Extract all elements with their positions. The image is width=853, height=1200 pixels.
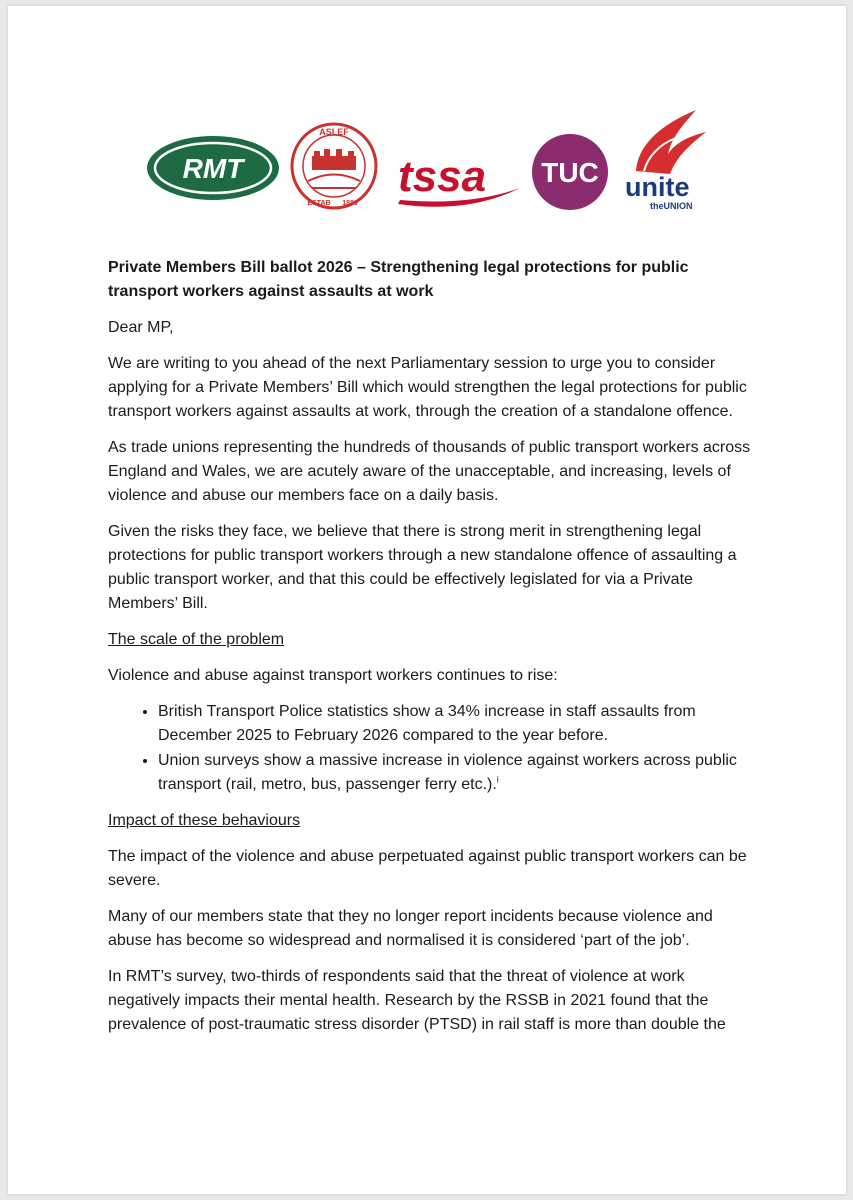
footnote-mark: i — [496, 774, 499, 785]
document-page — [8, 6, 846, 1194]
unite-logo-text: unite — [625, 172, 690, 202]
unite-sub-text: theUNION — [650, 201, 693, 211]
tuc-logo-text: TUC — [541, 157, 599, 188]
paragraph-3: Given the risks they face, we believe that there is strong merit in strengthening legal protections for public transport workers through a new standalone offence of assaulting a public transport worker, and that this could be effectively legislated for via a Private Members’ Bill. — [108, 523, 737, 612]
list-item-text: Union surveys show a massive increase in violence against workers across public transport (rail, metro, bus, passenger ferry etc.). — [158, 752, 737, 793]
letter-body — [108, 256, 753, 1049]
list-item — [158, 700, 753, 748]
salutation: Dear MP, — [108, 319, 174, 336]
list-item — [158, 749, 753, 797]
tuc-logo — [532, 134, 608, 210]
union-logos — [8, 6, 846, 236]
aslef-year-text: 1880 — [342, 200, 358, 207]
rmt-logo-text: RMT — [182, 153, 244, 184]
unite-logo — [625, 110, 706, 211]
rmt-logo — [147, 136, 279, 200]
aslef-logo — [292, 124, 376, 208]
paragraph-2: As trade unions representing the hundreds of thousands of public transport workers across England and Wales, we are acutely aware of the unacceptable, and increasing, levels of violence and abuse our members face on a daily basis. — [108, 439, 751, 504]
paragraph-5: The impact of the violence and abuse perpetuated against public transport workers can be severe. — [108, 848, 747, 889]
statistics-list — [108, 700, 753, 797]
tssa-logo — [398, 152, 520, 207]
list-item-text: British Transport Police statistics show a 34% increase in staff assaults from December 2025 to February 2026 compared to the year before. — [158, 703, 696, 744]
heading-impact: Impact of these behaviours — [108, 812, 301, 829]
tssa-logo-text: tssa — [398, 152, 487, 201]
aslef-logo-text: ASLEF — [319, 127, 349, 137]
aslef-est-text: ESTAB — [307, 200, 331, 207]
paragraph-1: We are writing to you ahead of the next Parliamentary session to urge you to consider applying for a Private Members’ Bill which would strengthen the legal protections for public transport workers against assaults at work, through the creation of a standalone offence. — [108, 355, 747, 420]
paragraph-4: Violence and abuse against transport workers continues to rise: — [108, 667, 558, 684]
heading-scale-of-problem: The scale of the problem — [108, 631, 285, 648]
letter-title: Private Members Bill ballot 2026 – Strengthening legal protections for public transport workers against assaults at work — [108, 259, 689, 300]
paragraph-6: Many of our members state that they no longer report incidents because violence and abuse has become so widespread and normalised it is considered ‘part of the job’. — [108, 908, 713, 949]
paragraph-7: In RMT’s survey, two-thirds of respondents said that the threat of violence at work negatively impacts their mental health. Research by the RSSB in 2021 found that the prevalence of post-traumatic stress disorder (PTSD) in rail staff is more than double the — [108, 968, 726, 1033]
